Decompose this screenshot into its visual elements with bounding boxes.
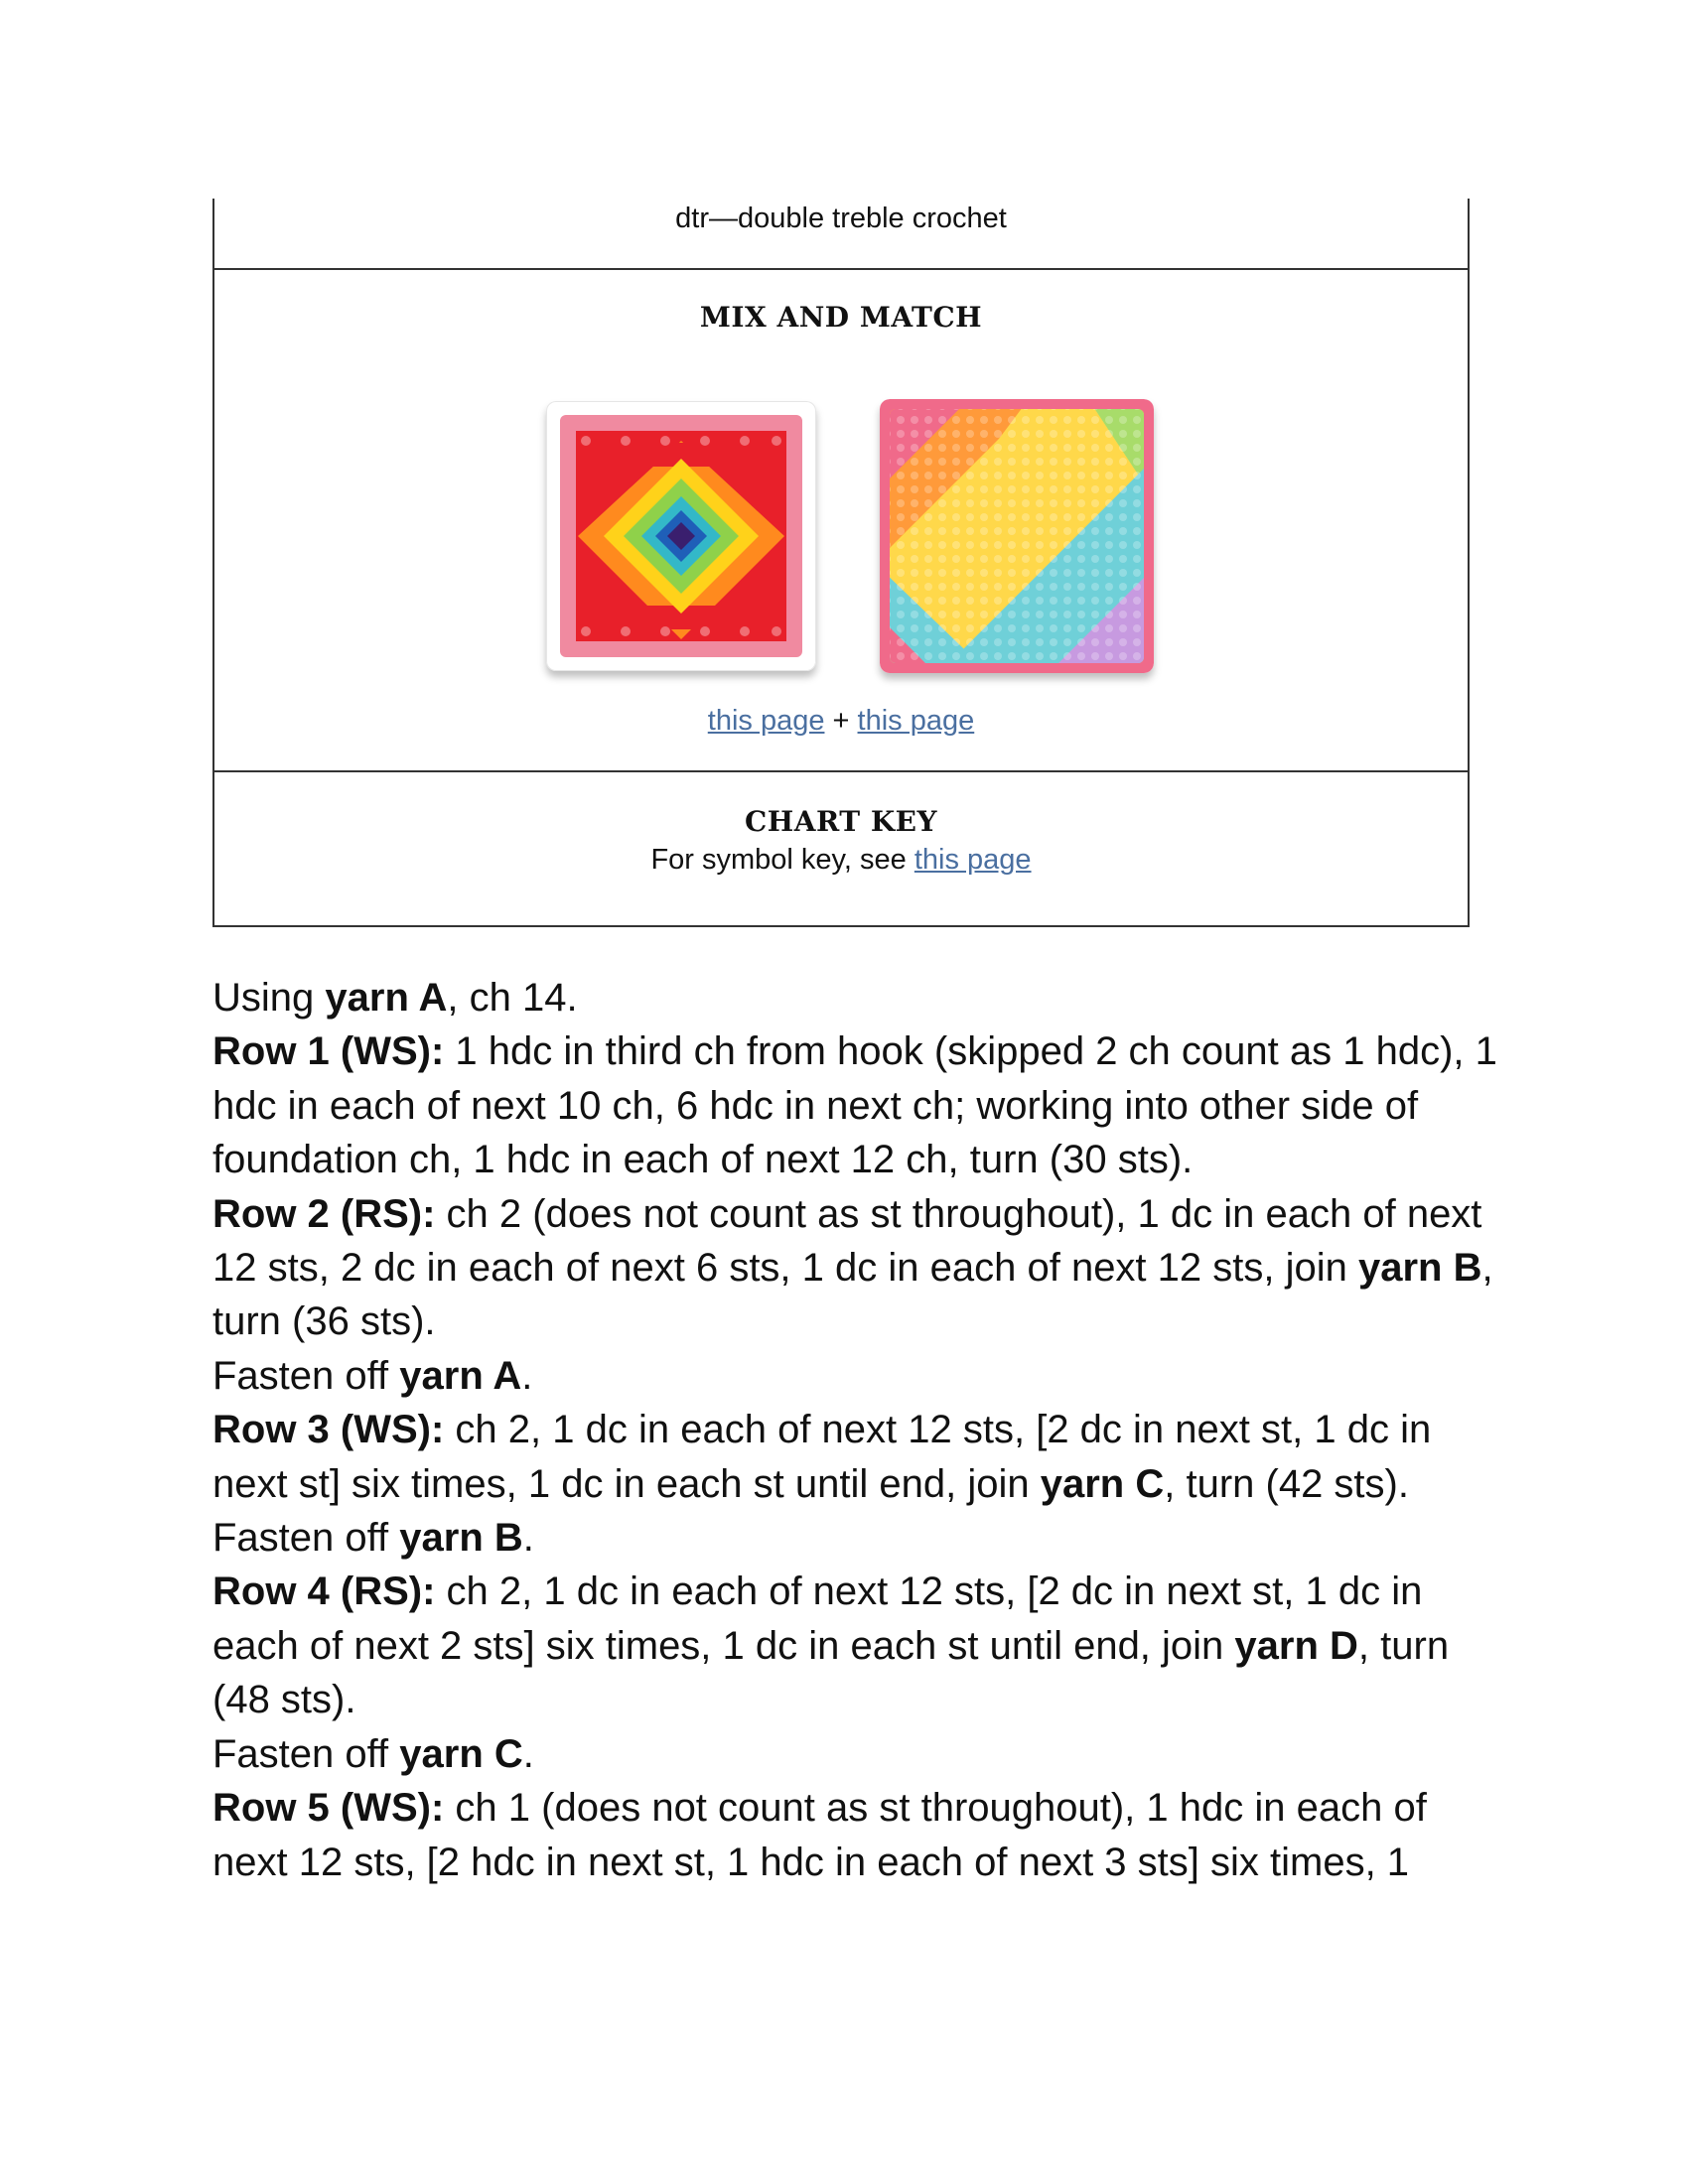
row-text: 1 hdc in third ch from hook (skipped 2 ch count as 1 hdc), 1 hdc in each of next 10 ch, 6 hdc in next ch; working into other side of foundation ch, 1 hdc in each of next 12 ch, turn (30 sts).: [212, 1029, 1497, 1182]
mix-and-match-cell: [214, 270, 1468, 770]
text: .: [522, 1731, 534, 1776]
row-label: Row 3 (WS):: [212, 1408, 445, 1452]
yarn-label: yarn D: [1234, 1623, 1358, 1668]
row-1: [212, 1024, 1503, 1186]
symbol-key-link[interactable]: this page: [914, 844, 1032, 876]
row-3: [212, 1403, 1503, 1511]
row-text: , turn (36 sts).: [212, 1246, 1493, 1344]
row-text: , turn (48 sts).: [212, 1623, 1450, 1722]
row-4: [212, 1565, 1503, 1726]
chart-key-heading: CHART KEY: [745, 805, 937, 838]
chart-key-cell: [214, 772, 1468, 925]
row-text: ch 2, 1 dc in each of next 12 sts, [2 dc in next st, 1 dc in next st] six times, 1 dc in each st until end, join: [212, 1408, 1432, 1506]
mix-and-match-heading: MIX AND MATCH: [699, 301, 983, 334]
row-2: [212, 1187, 1503, 1349]
yarn-label: yarn A: [325, 976, 448, 1020]
row-label: Row 5 (WS):: [212, 1786, 445, 1831]
chart-key-label: For symbol key, see: [650, 844, 907, 876]
yarn-label: yarn C: [1040, 1461, 1165, 1506]
text: .: [522, 1516, 534, 1561]
yarn-label: yarn B: [1357, 1246, 1482, 1291]
chart-key-text: [214, 840, 1468, 880]
abbreviation-cell: [214, 199, 1468, 268]
pattern-intro: [212, 971, 1503, 1024]
info-table: [212, 199, 1470, 927]
row-text: ch 1 (does not count as st throughout), 1 hdc in each of next 12 sts, [2 hdc in next st, 1 hdc in each of next 3 sts] six times, 1: [212, 1786, 1427, 1884]
text: .: [521, 1353, 533, 1398]
text: Fasten off: [212, 1731, 400, 1776]
row-label: Row 1 (WS):: [212, 1029, 445, 1074]
row-text: , turn (42 sts).: [1164, 1461, 1409, 1506]
this-page-link-1[interactable]: this page: [707, 705, 825, 737]
plus-sign: +: [832, 705, 850, 737]
row-label: Row 4 (RS):: [212, 1570, 436, 1614]
abbreviation-text: dtr—double treble crochet: [675, 203, 1007, 234]
fasten-off-2: [212, 1511, 1503, 1565]
row-label: Row 2 (RS):: [212, 1191, 436, 1236]
row-text: ch 2 (does not count as st throughout), 1 dc in each of next 12 sts, 2 dc in each of next 6 sts, 1 dc in each of next 12 sts, join: [212, 1191, 1482, 1291]
row-5: [212, 1781, 1503, 1889]
yarn-label: yarn A: [399, 1353, 522, 1398]
text: Using: [212, 976, 326, 1020]
text: , ch 14.: [447, 976, 578, 1020]
yarn-label: yarn B: [399, 1516, 523, 1561]
yarn-label: yarn C: [399, 1731, 523, 1776]
text: Fasten off: [212, 1516, 400, 1561]
this-page-link-2[interactable]: this page: [857, 705, 975, 737]
granny-square-rainbow-image: [546, 401, 816, 671]
text: Fasten off: [212, 1353, 400, 1398]
fasten-off-1: [212, 1349, 1503, 1403]
fasten-off-3: [212, 1727, 1503, 1781]
row-text: ch 2, 1 dc in each of next 12 sts, [2 dc in next st, 1 dc in each of next 2 sts] six times, 1 dc in each st until end, join: [212, 1570, 1423, 1668]
granny-square-diagonal-image: [880, 399, 1154, 673]
pattern-instructions: [212, 971, 1503, 1889]
mix-and-match-links: [214, 701, 1468, 741]
